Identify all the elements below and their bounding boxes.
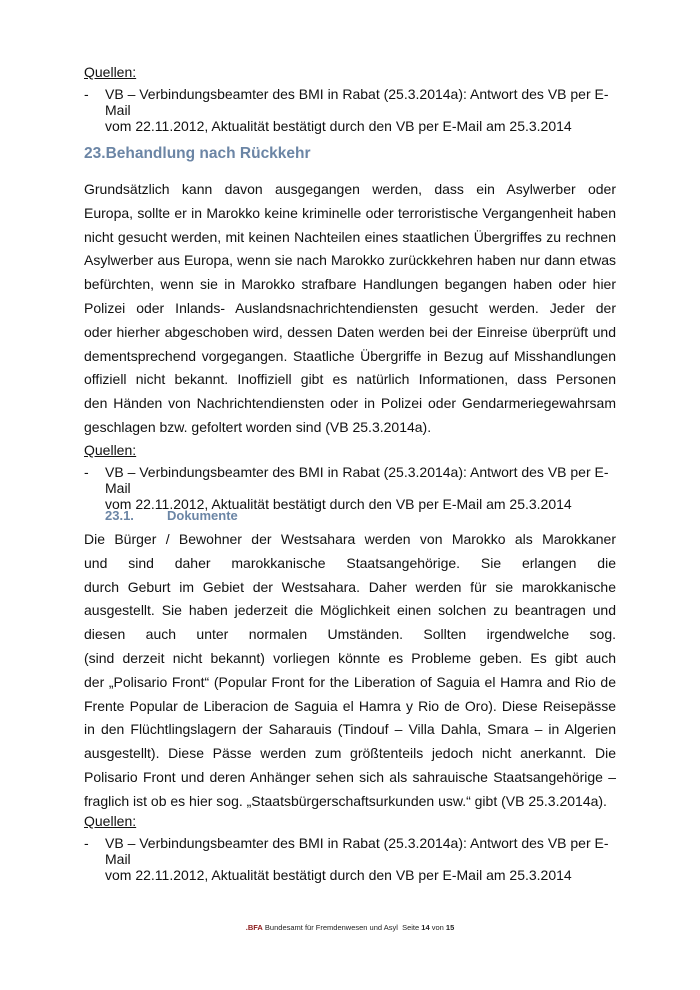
paragraph-line: Asylwerber aus Europa, wenn sie nach Marokko zurückkehren haben nur dann etwas bbox=[84, 252, 616, 269]
section-heading bbox=[84, 145, 616, 163]
source-item bbox=[84, 86, 616, 134]
paragraph-line: Polizei oder Inlands- Auslandsnachrichtendiensten gesucht werden. Jeder der bbox=[84, 299, 616, 316]
paragraph-line: nicht gesucht werden, mit keinen Nachteilen eines staatlichen Übergriffes zu rechnen bbox=[84, 228, 616, 245]
paragraph-line: Frente Popular de Liberacion de Saguia el Hamra y Rio de Oro). Diese Reisepässe bbox=[84, 697, 616, 714]
paragraph-line: in den Flüchtlingslagern der Saharauis (Tindouf – Villa Dahla, Smara – in Algerien bbox=[84, 721, 616, 738]
paragraph-documents bbox=[84, 528, 616, 814]
paragraph-line: ausgestellt). Diese Pässe werden zum größtenteils jedoch nicht anerkannt. Die bbox=[84, 745, 616, 762]
footer-org: Bundesamt für Fremdenwesen und Asyl bbox=[264, 923, 398, 932]
paragraph-line: oder hierher abgeschoben wird, dessen Daten werden bei der Einreise überprüft und bbox=[84, 323, 616, 340]
sources-label: Quellen: bbox=[84, 813, 137, 829]
section-number: 23. bbox=[84, 145, 106, 162]
section-title: Behandlung nach Rückkehr bbox=[105, 145, 311, 162]
sources-label: Quellen: bbox=[84, 442, 137, 458]
footer-page-total: 15 bbox=[445, 923, 455, 932]
paragraph-line: geschlagen bzw. gefoltert worden sind (VB 25.3.2014a). bbox=[84, 418, 432, 435]
paragraph-line: befürchten, wenn sie in Marokko strafbare Handlungen begangen haben oder hier bbox=[84, 276, 616, 293]
source-item bbox=[84, 835, 616, 883]
sources-label: Quellen: bbox=[84, 64, 137, 80]
source-line: VB – Verbindungsbeamter des BMI in Rabat (25.3.2014a): Antwort des VB per E-Mail bbox=[105, 464, 609, 496]
footer-of-label: von bbox=[431, 923, 444, 932]
paragraph-line: Polisario Front und deren Anhänger sehen sich als sahrauische Staatsangehörige – bbox=[84, 768, 616, 785]
paragraph-line: (sind derzeit nicht bekannt) vorliegen könnte es Probleme geben. Es gibt auch bbox=[84, 649, 616, 666]
list-dash: - bbox=[84, 464, 89, 480]
paragraph-line: Grundsätzlich kann davon ausgegangen werden, dass ein Asylwerber oder bbox=[84, 181, 616, 197]
subsection-number: 23.1. bbox=[105, 508, 134, 523]
subsection-title: Dokumente bbox=[167, 508, 238, 523]
source-line: VB – Verbindungsbeamter des BMI in Rabat (25.3.2014a): Antwort des VB per E-Mail bbox=[105, 835, 609, 867]
source-item bbox=[84, 464, 616, 512]
footer-page-label: Seite bbox=[402, 923, 420, 932]
paragraph-line: durch Geburt im Gebiet der Westsahara. Daher werden für sie marokkanische bbox=[84, 578, 616, 595]
source-line: vom 22.11.2012, Aktualität bestätigt durch den VB per E-Mail am 25.3.2014 bbox=[105, 496, 572, 512]
paragraph-line: Die Bürger / Bewohner der Westsahara werden von Marokko als Marokkaner bbox=[84, 531, 616, 547]
paragraph-line: Europa, sollte er in Marokko keine kriminelle oder terroristische Vergangenheit haben bbox=[84, 204, 616, 221]
list-dash: - bbox=[84, 86, 89, 102]
subsection-heading bbox=[84, 508, 616, 523]
source-line: VB – Verbindungsbeamter des BMI in Rabat (25.3.2014a): Antwort des VB per E-Mail bbox=[105, 86, 609, 118]
source-line: vom 22.11.2012, Aktualität bestätigt durch den VB per E-Mail am 25.3.2014 bbox=[105, 118, 572, 134]
paragraph-line: fraglich ist ob es hier sog. „Staatsbürgerschaftsurkunden usw.“ gibt (VB 25.3.2014a). bbox=[84, 792, 607, 809]
footer-page-number: 14 bbox=[421, 923, 430, 932]
paragraph-line: ausgestellt. Sie haben jederzeit die Möglichkeit einen solchen zu beantragen und bbox=[84, 602, 616, 619]
page-footer bbox=[0, 923, 700, 932]
paragraph-line: offiziell nicht bekannt. Inoffiziell gibt es natürlich Informationen, dass Personen bbox=[84, 371, 616, 388]
paragraph-return-treatment bbox=[84, 178, 616, 440]
paragraph-line: und sind daher marokkanische Staatsangehörige. Sie erlangen die bbox=[84, 554, 616, 571]
source-line: vom 22.11.2012, Aktualität bestätigt durch den VB per E-Mail am 25.3.2014 bbox=[105, 867, 572, 883]
paragraph-line: den Händen von Nachrichtendiensten oder in Polizei oder Gendarmeriegewahrsam bbox=[84, 395, 616, 412]
list-dash: - bbox=[84, 835, 89, 851]
bfa-logo: .BFA bbox=[245, 923, 263, 932]
paragraph-line: dementsprechend vorgegangen. Staatliche Übergriffe in Bezug auf Misshandlungen bbox=[84, 347, 616, 364]
paragraph-line: diesen auch unter normalen Umständen. Sollten irgendwelche sog. bbox=[84, 626, 616, 643]
paragraph-line: der „Polisario Front“ (Popular Front for the Liberation of Saguia el Hamra and Rio de bbox=[84, 673, 616, 690]
